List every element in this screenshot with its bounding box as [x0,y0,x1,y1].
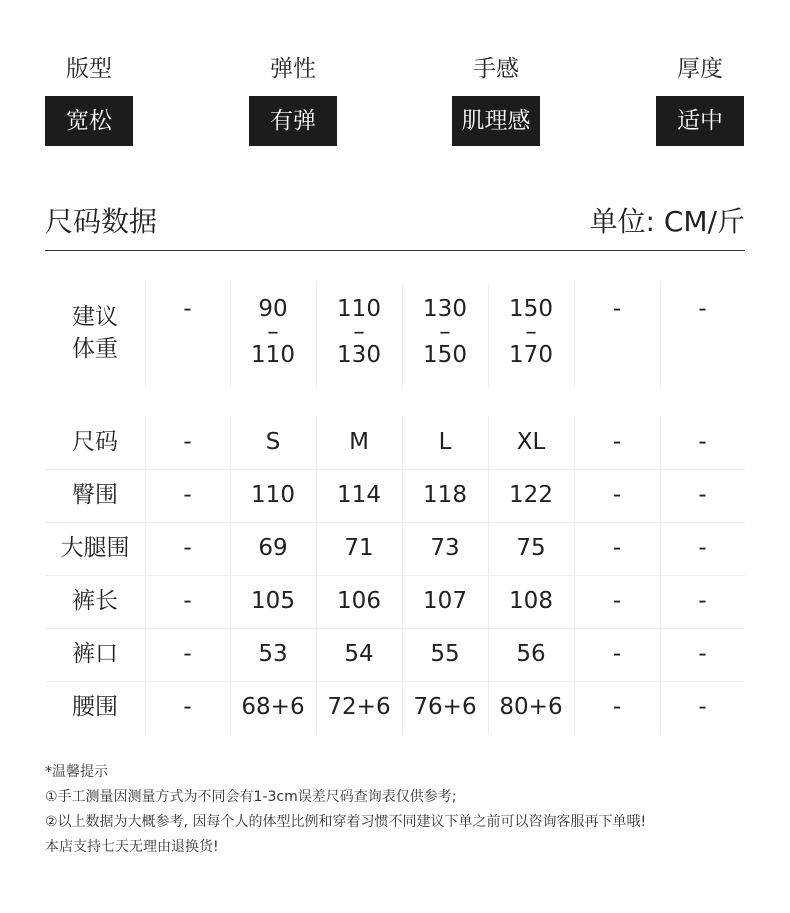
attribute-value: 宽松 [45,96,133,146]
attribute-thickness [656,52,744,146]
weight-cell [230,297,316,367]
table-cell: 73 [430,535,460,561]
weight-dash: – [439,319,451,345]
table-cell: - [183,535,192,561]
table-cell: 80+6 [499,694,563,720]
weight-dash: – [353,319,365,345]
weight-cell [402,297,488,367]
unit-label: 单位: CM/斤 [589,205,745,238]
column-divider [488,283,489,387]
table-cell: 122 [509,482,553,508]
table-cell: - [183,429,192,455]
attribute-value: 肌理感 [452,96,540,146]
weight-label-line: 体重 [72,336,118,362]
table-cell: - [183,588,192,614]
weight-cell [145,297,230,343]
table-cell: - [612,429,622,455]
weight-bottom: 110 [251,342,295,368]
table-cell: 75 [516,535,546,561]
table-cell: - [698,482,707,508]
table-cell: 55 [430,641,460,667]
weight-dash: – [525,319,537,345]
table-cell: 106 [337,588,381,614]
table-cell: 71 [344,535,374,561]
row-label: 裤长 [72,588,118,614]
column-divider [316,283,317,387]
note-line: 本店支持七天无理由退换货! [45,839,219,855]
row-label: 大腿围 [60,535,130,561]
table-cell: - [698,588,707,614]
table-cell: S [265,429,281,455]
note-line: ①手工测量因测量方式为不同会有1-3cm误差尺码查询表仅供参考; [45,789,457,805]
table-cell: - [698,535,707,561]
weight-dash [660,321,745,343]
attribute-value: 适中 [656,96,744,146]
attribute-name: 手感 [473,56,519,82]
weight-bottom: 150 [423,342,467,368]
weight-top: - [698,296,707,322]
weight-dash: – [267,319,279,345]
column-divider [402,283,403,387]
table-cell: - [612,482,622,508]
row-divider [45,522,745,523]
weight-top: 150 [509,296,553,322]
note-line: ②以上数据为大概参考, 因每个人的体型比例和穿着习惯不同建议下单之前可以咨询客服再下单哦! [45,814,647,830]
size-section-title: 尺码数据 [45,205,158,238]
table-cell: 110 [251,482,295,508]
weight-dash [574,321,660,343]
table-cell: 76+6 [413,694,477,720]
table-cell: 68+6 [241,694,305,720]
attribute-name: 版型 [66,56,112,82]
notes [45,760,646,860]
weight-dash [145,321,230,343]
column-divider [574,416,575,734]
row-label: 尺码 [72,429,118,455]
note-line: *温馨提示 [45,764,108,780]
weight-top: 130 [423,296,467,322]
table-cell: 69 [258,535,288,561]
row-label: 裤口 [72,641,118,667]
column-divider [574,283,575,387]
table-cell: - [612,588,622,614]
weight-bottom: 130 [337,342,381,368]
row-label: 腰围 [72,694,118,720]
section-divider [45,250,745,251]
weight-cell [574,297,660,343]
weight-label-line: 建议 [72,304,118,330]
attribute-value: 有弹 [249,96,337,146]
table-cell: 72+6 [327,694,391,720]
weight-top: - [183,296,192,322]
table-cell: 118 [423,482,467,508]
table-cell: - [612,641,622,667]
attribute-feel [452,52,540,146]
table-cell: 107 [423,588,467,614]
table-cell: - [183,482,192,508]
attribute-fit [45,52,133,146]
table-cell: - [698,694,707,720]
weight-cell [488,297,574,367]
table-cell: M [349,429,369,455]
row-divider [45,681,745,682]
column-divider [316,416,317,734]
column-divider [402,416,403,734]
column-divider [230,283,231,387]
table-cell: 108 [509,588,553,614]
column-divider [230,416,231,734]
column-divider [660,416,661,734]
row-label: 臀围 [72,482,118,508]
table-cell: 56 [516,641,546,667]
row-divider [45,628,745,629]
table-cell: - [698,641,707,667]
attribute-name: 厚度 [677,56,723,82]
table-cell: - [612,535,622,561]
table-cell: - [612,694,622,720]
weight-cell [660,297,745,343]
table-cell: - [183,694,192,720]
table-cell: - [698,429,707,455]
table-cell: L [438,429,452,455]
attribute-elasticity [249,52,337,146]
row-divider [45,575,745,576]
column-divider [145,283,146,387]
weight-top: 90 [258,296,288,322]
table-cell: 114 [337,482,381,508]
weight-top: 110 [337,296,381,322]
weight-cell [316,297,402,367]
column-divider [488,416,489,734]
table-cell: 53 [258,641,288,667]
table-cell: - [183,641,192,667]
row-divider [45,469,745,470]
table-cell: 54 [344,641,374,667]
weight-row-label [45,301,145,365]
weight-top: - [612,296,622,322]
weight-bottom: 170 [509,342,553,368]
table-cell: XL [516,429,546,455]
column-divider [145,416,146,734]
column-divider [660,283,661,387]
attribute-name: 弹性 [270,56,316,82]
table-cell: 105 [251,588,295,614]
